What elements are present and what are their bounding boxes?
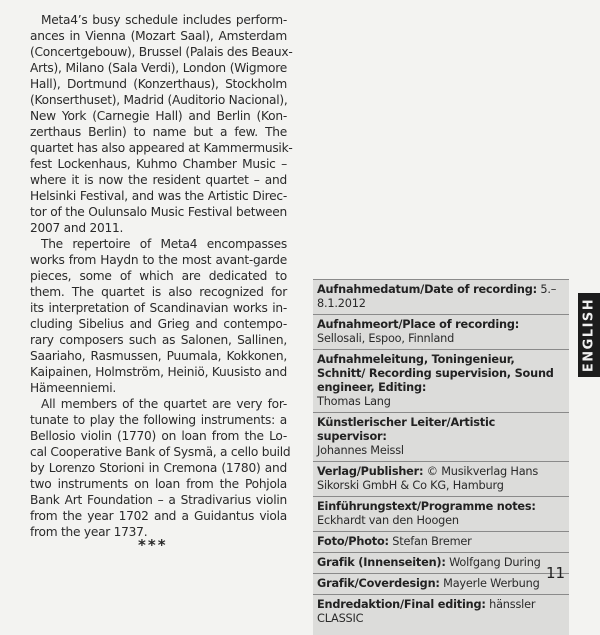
text-line: Arts), Milano (Sala Verdi), London (Wigmore — [30, 61, 287, 75]
credit-row — [313, 496, 569, 531]
credit-value: © Musikverlag Hans Sikorski GmbH & Co KG, Hamburg — [317, 465, 539, 492]
text-line: Hämeenniemi. — [30, 381, 116, 395]
text-line: pieces, some of which are dedicated to — [30, 269, 287, 283]
credit-value: Stefan Bremer — [392, 535, 472, 548]
section-separator: *** — [138, 536, 168, 554]
paragraph-3 — [30, 396, 291, 540]
credit-label: Foto/Photo: — [317, 535, 389, 548]
text-line: its interpretation of Scandinavian works in- — [30, 301, 287, 315]
text-line: where it is now the resident quartet – and — [30, 173, 287, 187]
credit-row — [313, 349, 569, 412]
paragraph-1 — [30, 12, 293, 236]
text-line: by Lorenzo Storioni in Cremona (1780) and — [30, 461, 287, 475]
text-line: works from Haydn to the most avant-garde — [30, 253, 287, 267]
credit-label: Künstlerischer Leiter/Artistic supervisor: — [317, 416, 496, 443]
credit-label: Verlag/Publisher: — [317, 465, 424, 478]
credit-value: Sellosali, Espoo, Finnland — [317, 332, 455, 345]
credit-label: Endredaktion/Final editing: — [317, 598, 486, 611]
credit-row — [313, 461, 569, 496]
text-line: (Concertgebouw), Brussel (Palais des Beaux- — [30, 45, 293, 59]
text-line: cal Cooperative Bank of Sysmä, a cello build — [30, 445, 291, 459]
credit-label: Grafik/Coverdesign: — [317, 577, 440, 590]
credit-label: Grafik (Innenseiten): — [317, 556, 446, 569]
text-line: them. The quartet is also recognized for — [30, 285, 287, 299]
text-line: New York (Carnegie Hall) and Berlin (Kon- — [30, 109, 287, 123]
text-line: Bank Art Foundation – a Stradivarius violin — [30, 493, 287, 507]
credit-row — [313, 531, 569, 552]
text-line: Hall), Dortmund (Konzerthaus), Stockholm — [30, 77, 287, 91]
text-line: two instruments on loan from the Pohjola — [30, 477, 287, 491]
text-line: 2007 and 2011. — [30, 221, 124, 235]
text-line: cluding Sibelius and Grieg and contempo- — [30, 317, 287, 331]
text-line: from the year 1737. — [30, 525, 148, 539]
text-line: tor of the Oulunsalo Music Festival between — [30, 205, 287, 219]
credit-label: Einführungstext/Programme notes: — [317, 500, 536, 513]
credit-row — [313, 314, 569, 349]
text-line: zerthaus Berlin) to name but a few. The — [30, 125, 287, 139]
credit-value: Wolfgang During — [449, 556, 541, 569]
credits-box — [313, 279, 569, 635]
language-tab-label: ENGLISH — [581, 297, 597, 373]
credit-row — [313, 552, 569, 573]
credit-label: Aufnahmedatum/Date of recording: — [317, 283, 537, 296]
page-number: 11 — [546, 564, 566, 582]
text-line: Saariaho, Rasmussen, Puumala, Kokkonen, — [30, 349, 287, 363]
credit-row — [313, 573, 569, 594]
credit-value: 5.–8.1.2012 — [317, 283, 557, 310]
language-tab — [578, 293, 600, 377]
text-line: fest Lockenhaus, Kuhmo Chamber Music – — [30, 157, 287, 171]
credit-label: Aufnahmeort/Place of recording: — [317, 318, 520, 331]
credit-row — [313, 594, 569, 629]
text-line: (Konserthuset), Madrid (Auditorio Nacional), — [30, 93, 288, 107]
text-line: Kaipainen, Holmström, Heiniö, Kuusisto and — [30, 365, 287, 379]
text-line: rary composers such as Salonen, Sallinen, — [30, 333, 287, 347]
text-line: Helsinki Festival, and was the Artistic Direc- — [30, 189, 287, 203]
body-text-column — [30, 12, 293, 540]
text-line: quartet has also appeared at Kammermusik- — [30, 141, 293, 155]
paragraph-2 — [30, 236, 287, 396]
credit-value: Eckhardt van den Hoogen — [317, 514, 459, 527]
text-line: All members of the quartet are very for- — [41, 397, 287, 411]
text-line: Bellosio violin (1770) on loan from the Lo- — [30, 429, 287, 443]
text-line: The repertoire of Meta4 encompasses — [41, 237, 287, 251]
text-line: ances in Vienna (Mozart Saal), Amsterdam — [30, 29, 287, 43]
text-line: from the year 1702 and a Guidantus viola — [30, 509, 287, 523]
credit-value: hänssler CLASSIC — [317, 598, 536, 625]
credit-value: Johannes Meissl — [317, 444, 404, 457]
text-line: tunate to play the following instruments: a — [30, 413, 287, 427]
credit-value: Thomas Lang — [317, 395, 391, 408]
text-line: Meta4’s busy schedule includes perform- — [41, 13, 287, 27]
credit-row — [313, 279, 569, 314]
credit-label: Aufnahmeleitung, Toningenieur, Schnitt/ Recording supervision, Sound engineer, Editing: — [317, 353, 554, 394]
credit-value: Mayerle Werbung — [443, 577, 540, 590]
credit-row — [313, 412, 569, 461]
